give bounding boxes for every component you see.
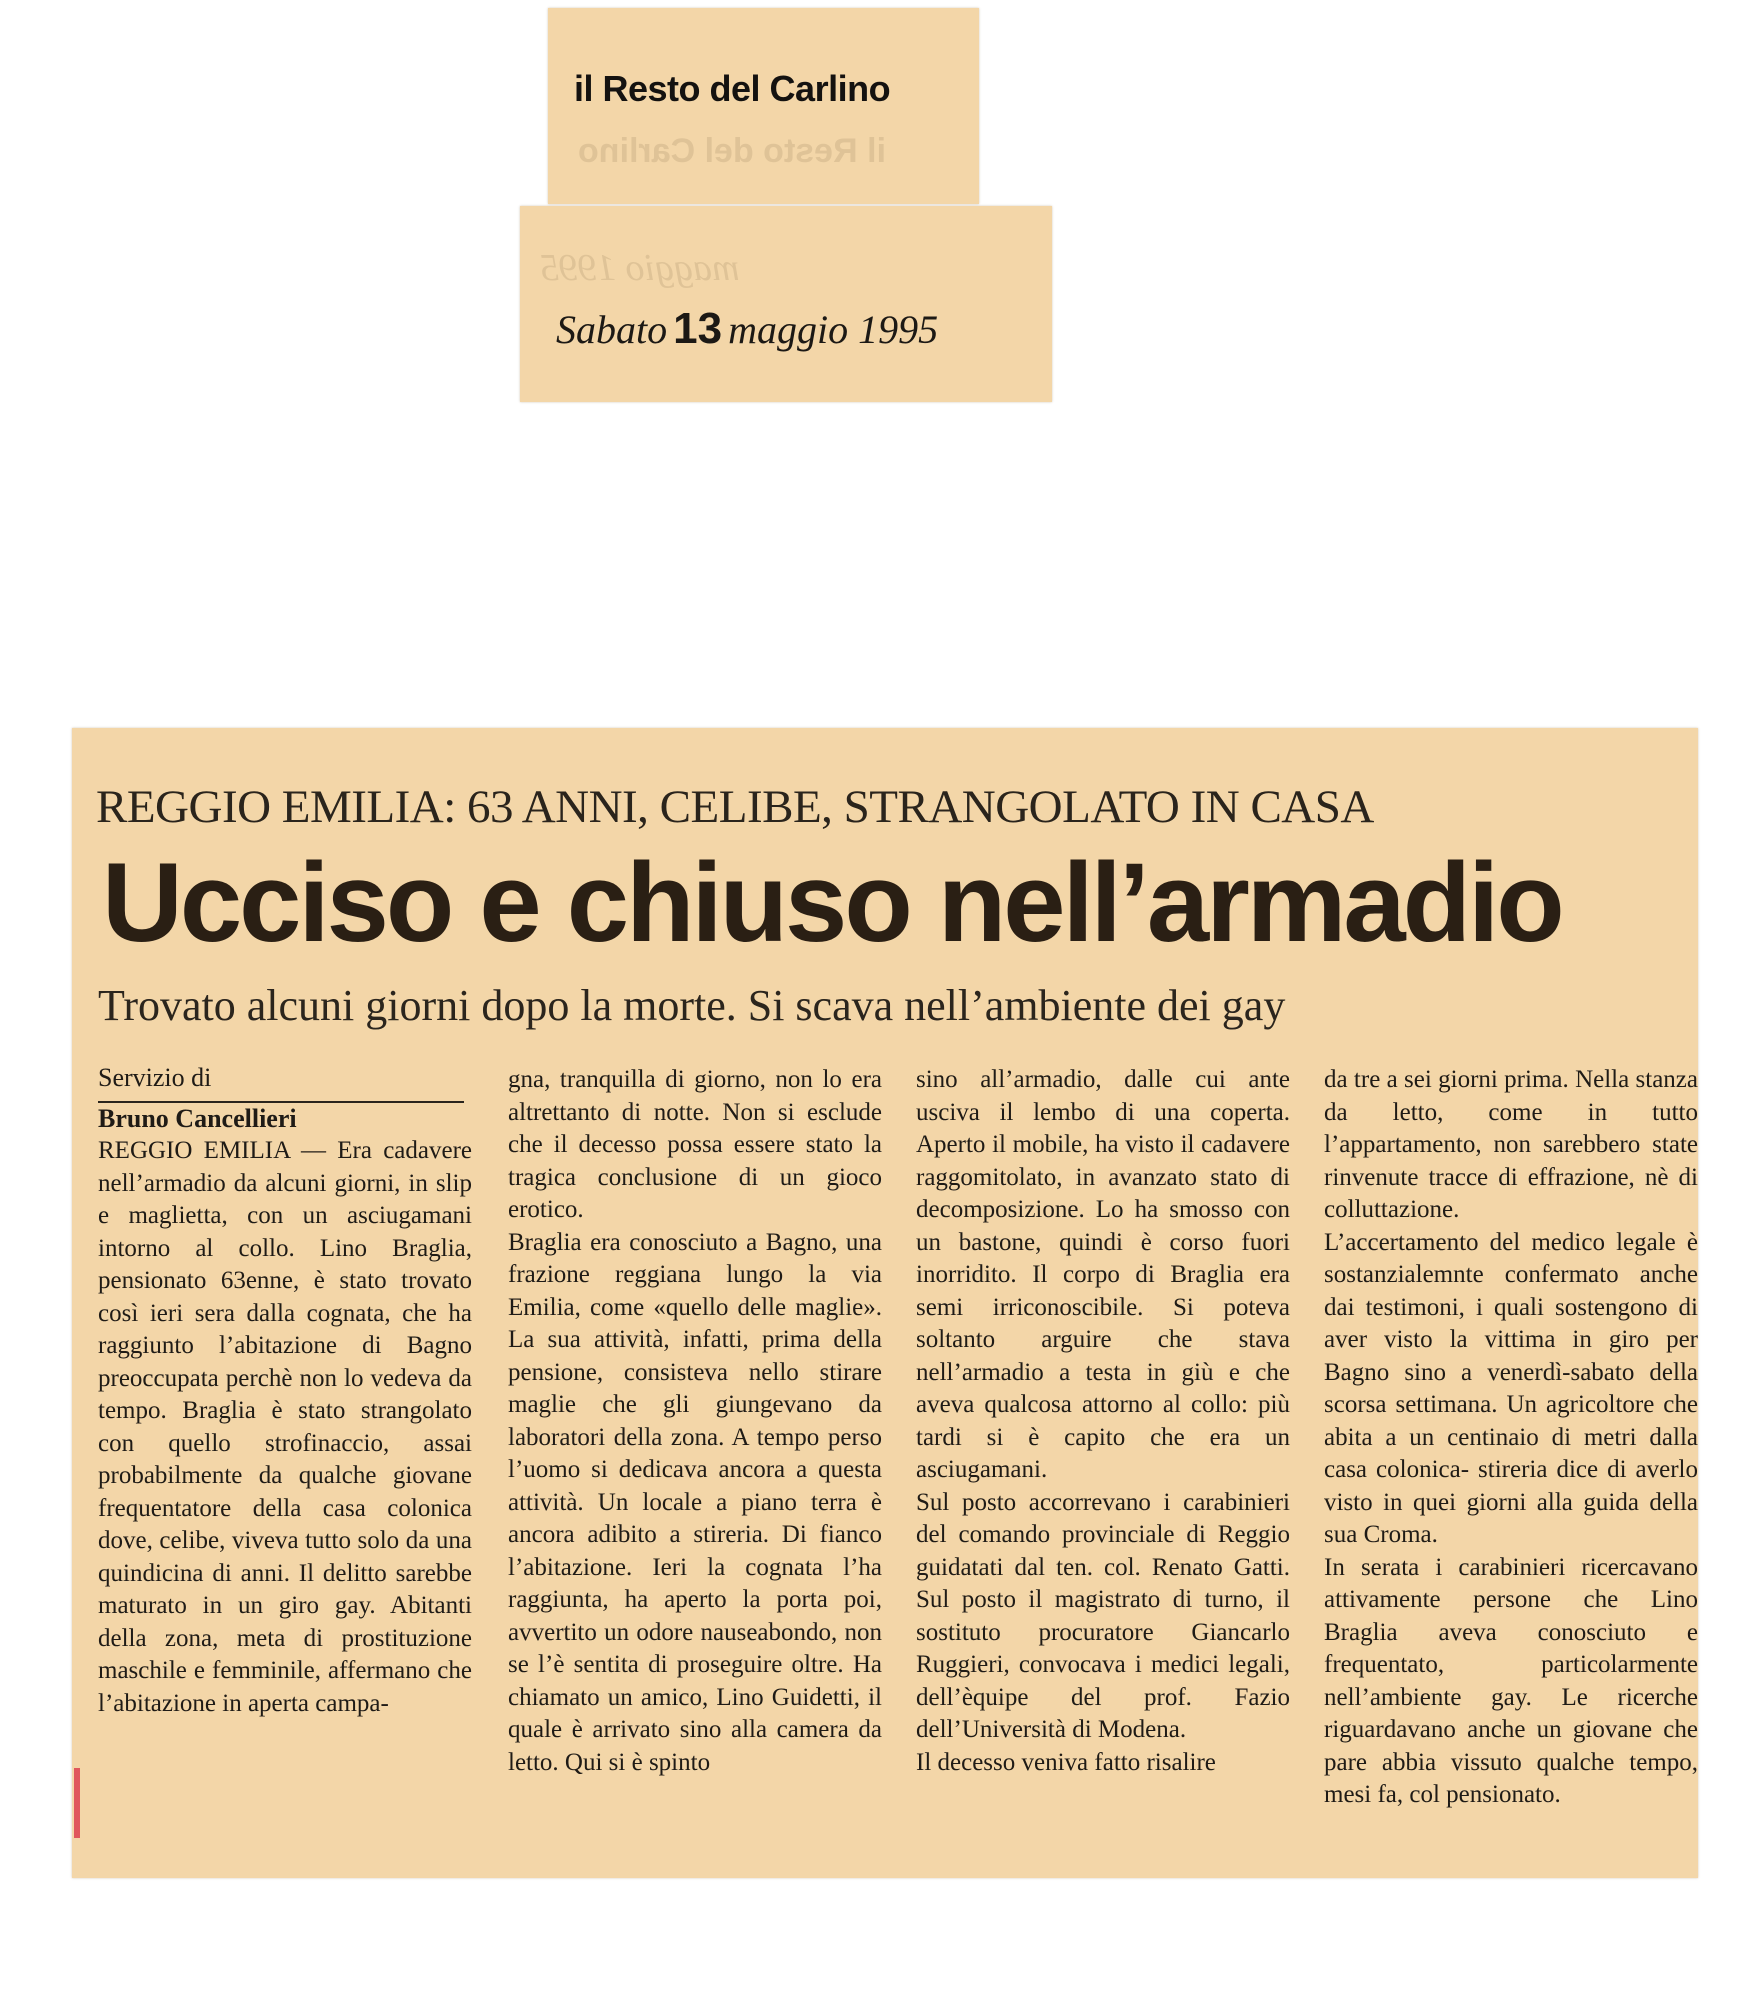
article-column-3 bbox=[916, 1064, 1290, 1779]
article-column-1 bbox=[98, 1062, 472, 1720]
article-column-4 bbox=[1324, 1064, 1698, 1812]
article-headline: Ucciso e chiuso nell’armadio bbox=[102, 840, 1562, 965]
column-paragraph: gna, tranquilla di giorno, non lo era altrettanto di notte. Non si esclude che il decesso possa essere stato la tragica conclusione di un gioco erotico. bbox=[508, 1066, 882, 1223]
column-paragraph: Braglia era conosciuto a Bagno, una frazione reggiana lungo la via Emilia, come «quello delle maglie». La sua attività, infatti, prima della pensione, consisteva nello stirare maglie che gli giungevano da laboratori della zona. A tempo perso l’uomo si dedicava ancora a questa attività. Un locale a piano terra è ancora adibito a stireria. Di fianco l’abitazione. Ieri la cognata l’ha raggiunta, ha aperto la porta poi, avvertito un odore nauseabondo, non se l’è sentita di proseguire oltre. Ha chiamato un amico, Lino Guidetti, il quale è arrivato sino alla camera da letto. Qui si è spinto bbox=[508, 1228, 882, 1776]
article-column-2 bbox=[508, 1064, 882, 1779]
article-kicker: REGGIO EMILIA: 63 ANNI, CELIBE, STRANGOLATO IN CASA bbox=[96, 781, 1374, 833]
bleed-through-text: il Resto del Carlino bbox=[578, 132, 886, 170]
publication-date bbox=[556, 304, 938, 354]
column-paragraph: da tre a sei giorni prima. Nella stanza da letto, come in tutto l’appartamento, non sarebbero state rinvenute tracce di effrazione, nè di colluttazione. bbox=[1324, 1066, 1698, 1223]
date-day: 13 bbox=[673, 304, 723, 353]
column-paragraph: In serata i carabinieri ricercavano attivamente persone che Lino Braglia aveva conosciuto e frequentato, particolarmente nell’ambiente gay. Le ricerche riguardavano anche un giovane che pare abbia vissuto qualche tempo, mesi fa, col pensionato. bbox=[1324, 1553, 1698, 1808]
date-clipping bbox=[520, 206, 1052, 402]
bleed-through-text: maggio 1995 bbox=[540, 247, 740, 289]
column-paragraph: L’accertamento del medico legale è sostanzialemnte confermato anche dai testimoni, i quali sostengono di aver visto la vittima in giro per Bagno sino a venerdì-sabato della scorsa settimana. Un agricoltore che abita a un centinaio di metri dalla casa colonica- stireria dice di averlo visto in quei giorni alla guida della sua Croma. bbox=[1324, 1228, 1698, 1548]
article-subhead: Trovato alcuni giorni dopo la morte. Si scava nell’ambiente dei gay bbox=[98, 981, 1286, 1030]
date-month-year: maggio 1995 bbox=[728, 307, 939, 352]
date-weekday: Sabato bbox=[556, 307, 668, 352]
column-paragraph: Sul posto accorrevano i carabinieri del comando provinciale di Reggio guidatati dal ten. col. Renato Gatti. Sul posto il magistrato di turno, il sostituto procuratore Giancarlo Ruggieri, convocava i medici legali, dell’èquipe del prof. Fazio dell’Università di Modena. bbox=[916, 1488, 1290, 1743]
article-clipping bbox=[72, 728, 1698, 1878]
column-paragraph: Il decesso veniva fatto risalire bbox=[916, 1748, 1216, 1776]
highlighter-mark bbox=[74, 1768, 80, 1838]
newspaper-masthead: il Resto del Carlino bbox=[574, 68, 891, 109]
masthead-clipping bbox=[548, 8, 979, 204]
byline-label: Servizio di bbox=[98, 1062, 464, 1103]
column-paragraph: REGGIO EMILIA — Era cadavere nell’armadio da alcuni giorni, in slip e maglietta, con un asciugamani intorno al collo. Lino Braglia, pensionato 63enne, è stato trovato così ieri sera dalla cognata, che ha raggiunto l’abitazione di Bagno preoccupata perchè non lo vedeva da tempo. Braglia è stato strangolato con quello strofinaccio, assai probabilmente da qualche giovane frequentatore della casa colonica dove, celibe, viveva tutto solo da una quindicina di anni. Il delitto sarebbe maturato in un giro gay. Abitanti della zona, meta di prostituzione maschile e femminile, affermano che l’abitazione in aperta campa- bbox=[98, 1137, 472, 1717]
column-paragraph: sino all’armadio, dalle cui ante usciva il lembo di una coperta. Aperto il mobile, ha visto il cadavere raggomitolato, in avanzato stato di decomposizione. Lo ha smosso con un bastone, quindi è corso fuori inorridito. Il corpo di Braglia era semi irriconoscibile. Si poteva soltanto arguire che stava nell’armadio a testa in giù e che aveva qualcosa attorno al collo: più tardi si è capito che era un asciugamani. bbox=[916, 1066, 1290, 1483]
byline-author: Bruno Cancellieri bbox=[98, 1103, 297, 1133]
